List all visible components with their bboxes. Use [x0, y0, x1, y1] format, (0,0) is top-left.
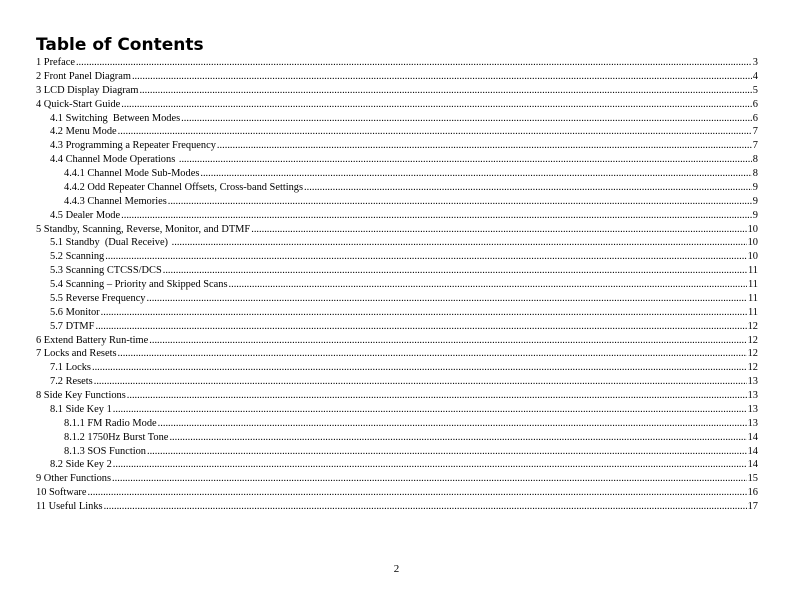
toc-entry-label[interactable]: 8 Side Key Functions — [36, 390, 126, 401]
toc-leader-dots — [172, 236, 747, 250]
toc-leader-dots — [95, 320, 746, 334]
toc-leader-dots — [112, 472, 747, 486]
toc-entry-page[interactable]: 6 — [752, 112, 758, 124]
toc-entry-label[interactable]: 8.1 Side Key 1 — [50, 403, 112, 415]
toc-leader-dots — [113, 403, 747, 417]
toc-entry-label[interactable]: 11 Useful Links — [36, 501, 103, 512]
toc-entry-page[interactable]: 11 — [747, 279, 758, 290]
toc-entry[interactable] — [36, 431, 758, 445]
toc-entry-page[interactable]: 10 — [747, 223, 758, 235]
toc-entry-label[interactable]: 5.3 Scanning CTCSS/DCS — [50, 265, 162, 277]
toc-entry-page[interactable]: 8 — [752, 168, 758, 179]
toc-entry-page[interactable]: 16 — [747, 487, 758, 499]
toc-entry[interactable] — [36, 209, 758, 223]
toc-entry[interactable] — [36, 306, 758, 320]
toc-entry-page[interactable]: 13 — [747, 390, 758, 401]
toc-leader-dots — [139, 84, 751, 98]
toc-entry-page[interactable]: 7 — [752, 140, 758, 152]
toc-entry-page[interactable]: 11 — [747, 265, 758, 277]
toc-leader-dots — [88, 486, 747, 500]
toc-entry[interactable] — [36, 125, 758, 139]
toc-entry[interactable] — [36, 458, 758, 472]
toc-entry-label[interactable]: 8.1.3 SOS Function — [64, 445, 146, 457]
toc-leader-dots — [92, 361, 747, 375]
toc-leader-dots — [168, 195, 752, 209]
toc-entry[interactable] — [36, 486, 758, 500]
toc-entry[interactable] — [36, 236, 758, 250]
toc-leader-dots — [127, 389, 747, 403]
toc-entry[interactable] — [36, 500, 758, 514]
toc-leader-dots — [76, 56, 752, 70]
toc-entry[interactable] — [36, 264, 758, 278]
toc-entry-label[interactable]: 4.4.1 Channel Mode Sub-Modes — [64, 168, 200, 179]
toc-leader-dots — [118, 347, 747, 361]
toc-entry-label[interactable]: 4.4.3 Channel Memories — [64, 195, 167, 207]
toc-entry-label[interactable]: 8.2 Side Key 2 — [50, 459, 112, 471]
toc-entry-label[interactable]: 4.1 Switching Between Modes — [50, 112, 181, 124]
toc-entry-label[interactable]: 5 Standby, Scanning, Reverse, Monitor, and DTMF — [36, 223, 251, 235]
toc-entry-page[interactable]: 13 — [747, 376, 758, 388]
toc-entry-page[interactable]: 6 — [752, 98, 758, 110]
toc-entry-label[interactable]: 4.4.2 Odd Repeater Channel Offsets, Cross-band Settings — [64, 181, 304, 193]
toc-leader-dots — [181, 112, 752, 126]
toc-entry-page[interactable]: 14 — [747, 431, 758, 443]
toc-entry-label[interactable]: 3 LCD Display Diagram — [36, 84, 139, 96]
toc-entry-page[interactable]: 11 — [747, 292, 758, 304]
toc-entry-label[interactable]: 5.5 Reverse Frequency — [50, 292, 146, 304]
toc-entry[interactable] — [36, 70, 758, 84]
toc-entry[interactable] — [36, 112, 758, 126]
toc-entry-page[interactable]: 12 — [747, 362, 758, 374]
toc-leader-dots — [94, 375, 747, 389]
toc-leader-dots — [147, 292, 747, 306]
toc-entry-page[interactable]: 3 — [752, 57, 758, 68]
toc-entry-page[interactable]: 8 — [752, 154, 758, 166]
toc-entry[interactable] — [36, 292, 758, 306]
toc-entry-page[interactable]: 12 — [747, 320, 758, 332]
toc-entry-label[interactable]: 4.5 Dealer Mode — [50, 209, 121, 221]
toc-entry[interactable] — [36, 403, 758, 417]
toc-entry-page[interactable]: 14 — [747, 445, 758, 457]
toc-entry[interactable] — [36, 153, 758, 167]
toc-leader-dots — [169, 431, 746, 445]
toc-leader-dots — [158, 417, 747, 431]
toc-entry[interactable] — [36, 375, 758, 389]
toc-leader-dots — [113, 458, 747, 472]
toc-entry-label[interactable]: 4.4 Channel Mode Operations — [50, 154, 178, 166]
toc-entry[interactable] — [36, 347, 758, 361]
toc-entry-label[interactable]: 7.1 Locks — [50, 362, 91, 374]
toc-entry-label[interactable]: 5.1 Standby (Dual Receive) — [50, 237, 171, 249]
toc-entry[interactable] — [36, 472, 758, 486]
toc-entry-label[interactable]: 7 Locks and Resets — [36, 348, 117, 360]
toc-entry-page[interactable]: 10 — [747, 251, 758, 263]
toc-leader-dots — [149, 334, 746, 348]
toc-entry-page[interactable]: 9 — [752, 195, 758, 207]
toc-entry-page[interactable]: 4 — [752, 70, 758, 82]
toc-entry[interactable] — [36, 195, 758, 209]
toc-entry-label[interactable]: 5.2 Scanning — [50, 251, 105, 263]
toc-entry-page[interactable]: 9 — [752, 209, 758, 221]
toc-entry[interactable] — [36, 181, 758, 195]
toc-entry-label[interactable]: 4 Quick-Start Guide — [36, 98, 121, 110]
toc-entry-label[interactable]: 8.1.2 1750Hz Burst Tone — [64, 431, 169, 443]
toc-entry-page[interactable]: 7 — [752, 126, 758, 138]
table-of-contents — [36, 56, 758, 514]
toc-leader-dots — [217, 139, 752, 153]
toc-entry-label[interactable]: 2 Front Panel Diagram — [36, 70, 131, 82]
toc-entry-label[interactable]: 4.3 Programming a Repeater Frequency — [50, 140, 216, 152]
toc-leader-dots — [105, 250, 746, 264]
toc-leader-dots — [229, 278, 747, 292]
toc-leader-dots — [121, 209, 752, 223]
toc-entry[interactable] — [36, 223, 758, 237]
toc-entry-page[interactable]: 14 — [747, 459, 758, 471]
toc-leader-dots — [179, 153, 752, 167]
toc-entry-page[interactable]: 5 — [752, 84, 758, 96]
toc-entry[interactable] — [36, 278, 758, 292]
toc-leader-dots — [121, 98, 752, 112]
toc-entry-page[interactable]: 15 — [747, 473, 758, 485]
toc-entry[interactable] — [36, 139, 758, 153]
toc-entry[interactable] — [36, 98, 758, 112]
toc-entry-label[interactable]: 9 Other Functions — [36, 473, 112, 485]
toc-entry[interactable] — [36, 250, 758, 264]
toc-leader-dots — [132, 70, 752, 84]
toc-entry-label[interactable]: 5.6 Monitor — [50, 306, 100, 318]
toc-entry-page[interactable]: 13 — [747, 403, 758, 415]
toc-entry-label[interactable]: 7.2 Resets — [50, 376, 93, 388]
toc-leader-dots — [118, 125, 752, 139]
toc-entry-page[interactable]: 10 — [747, 237, 758, 249]
toc-entry[interactable] — [36, 320, 758, 334]
toc-entry-label[interactable]: 10 Software — [36, 487, 87, 499]
toc-leader-dots — [163, 264, 747, 278]
toc-entry[interactable] — [36, 84, 758, 98]
toc-entry[interactable] — [36, 56, 758, 70]
toc-entry-page[interactable]: 11 — [747, 306, 758, 318]
toc-entry-label[interactable]: 4.2 Menu Mode — [50, 126, 117, 138]
toc-entry-page[interactable]: 9 — [752, 181, 758, 193]
toc-entry-label[interactable]: 6 Extend Battery Run-time — [36, 334, 149, 346]
toc-entry[interactable] — [36, 361, 758, 375]
toc-leader-dots — [200, 167, 751, 181]
toc-entry[interactable] — [36, 417, 758, 431]
toc-leader-dots — [147, 445, 747, 459]
toc-entry[interactable] — [36, 389, 758, 403]
toc-leader-dots — [251, 223, 746, 237]
toc-entry-page[interactable]: 17 — [747, 501, 758, 512]
toc-entry-label[interactable]: 5.7 DTMF — [50, 320, 95, 332]
toc-leader-dots — [101, 306, 747, 320]
toc-entry-label[interactable]: 5.4 Scanning – Priority and Skipped Scans — [50, 279, 228, 290]
toc-entry-page[interactable]: 12 — [747, 334, 758, 346]
toc-entry[interactable] — [36, 445, 758, 459]
toc-entry-page[interactable]: 13 — [747, 417, 758, 429]
toc-leader-dots — [304, 181, 752, 195]
toc-leader-dots — [104, 500, 747, 514]
page-title: Table of Contents — [36, 35, 204, 55]
page-number: 2 — [393, 563, 400, 575]
toc-entry[interactable] — [36, 167, 758, 181]
toc-entry-label[interactable]: 1 Preface — [36, 57, 75, 68]
toc-entry-label[interactable]: 8.1.1 FM Radio Mode — [64, 417, 157, 429]
toc-entry-page[interactable]: 12 — [747, 348, 758, 360]
toc-entry[interactable] — [36, 334, 758, 348]
